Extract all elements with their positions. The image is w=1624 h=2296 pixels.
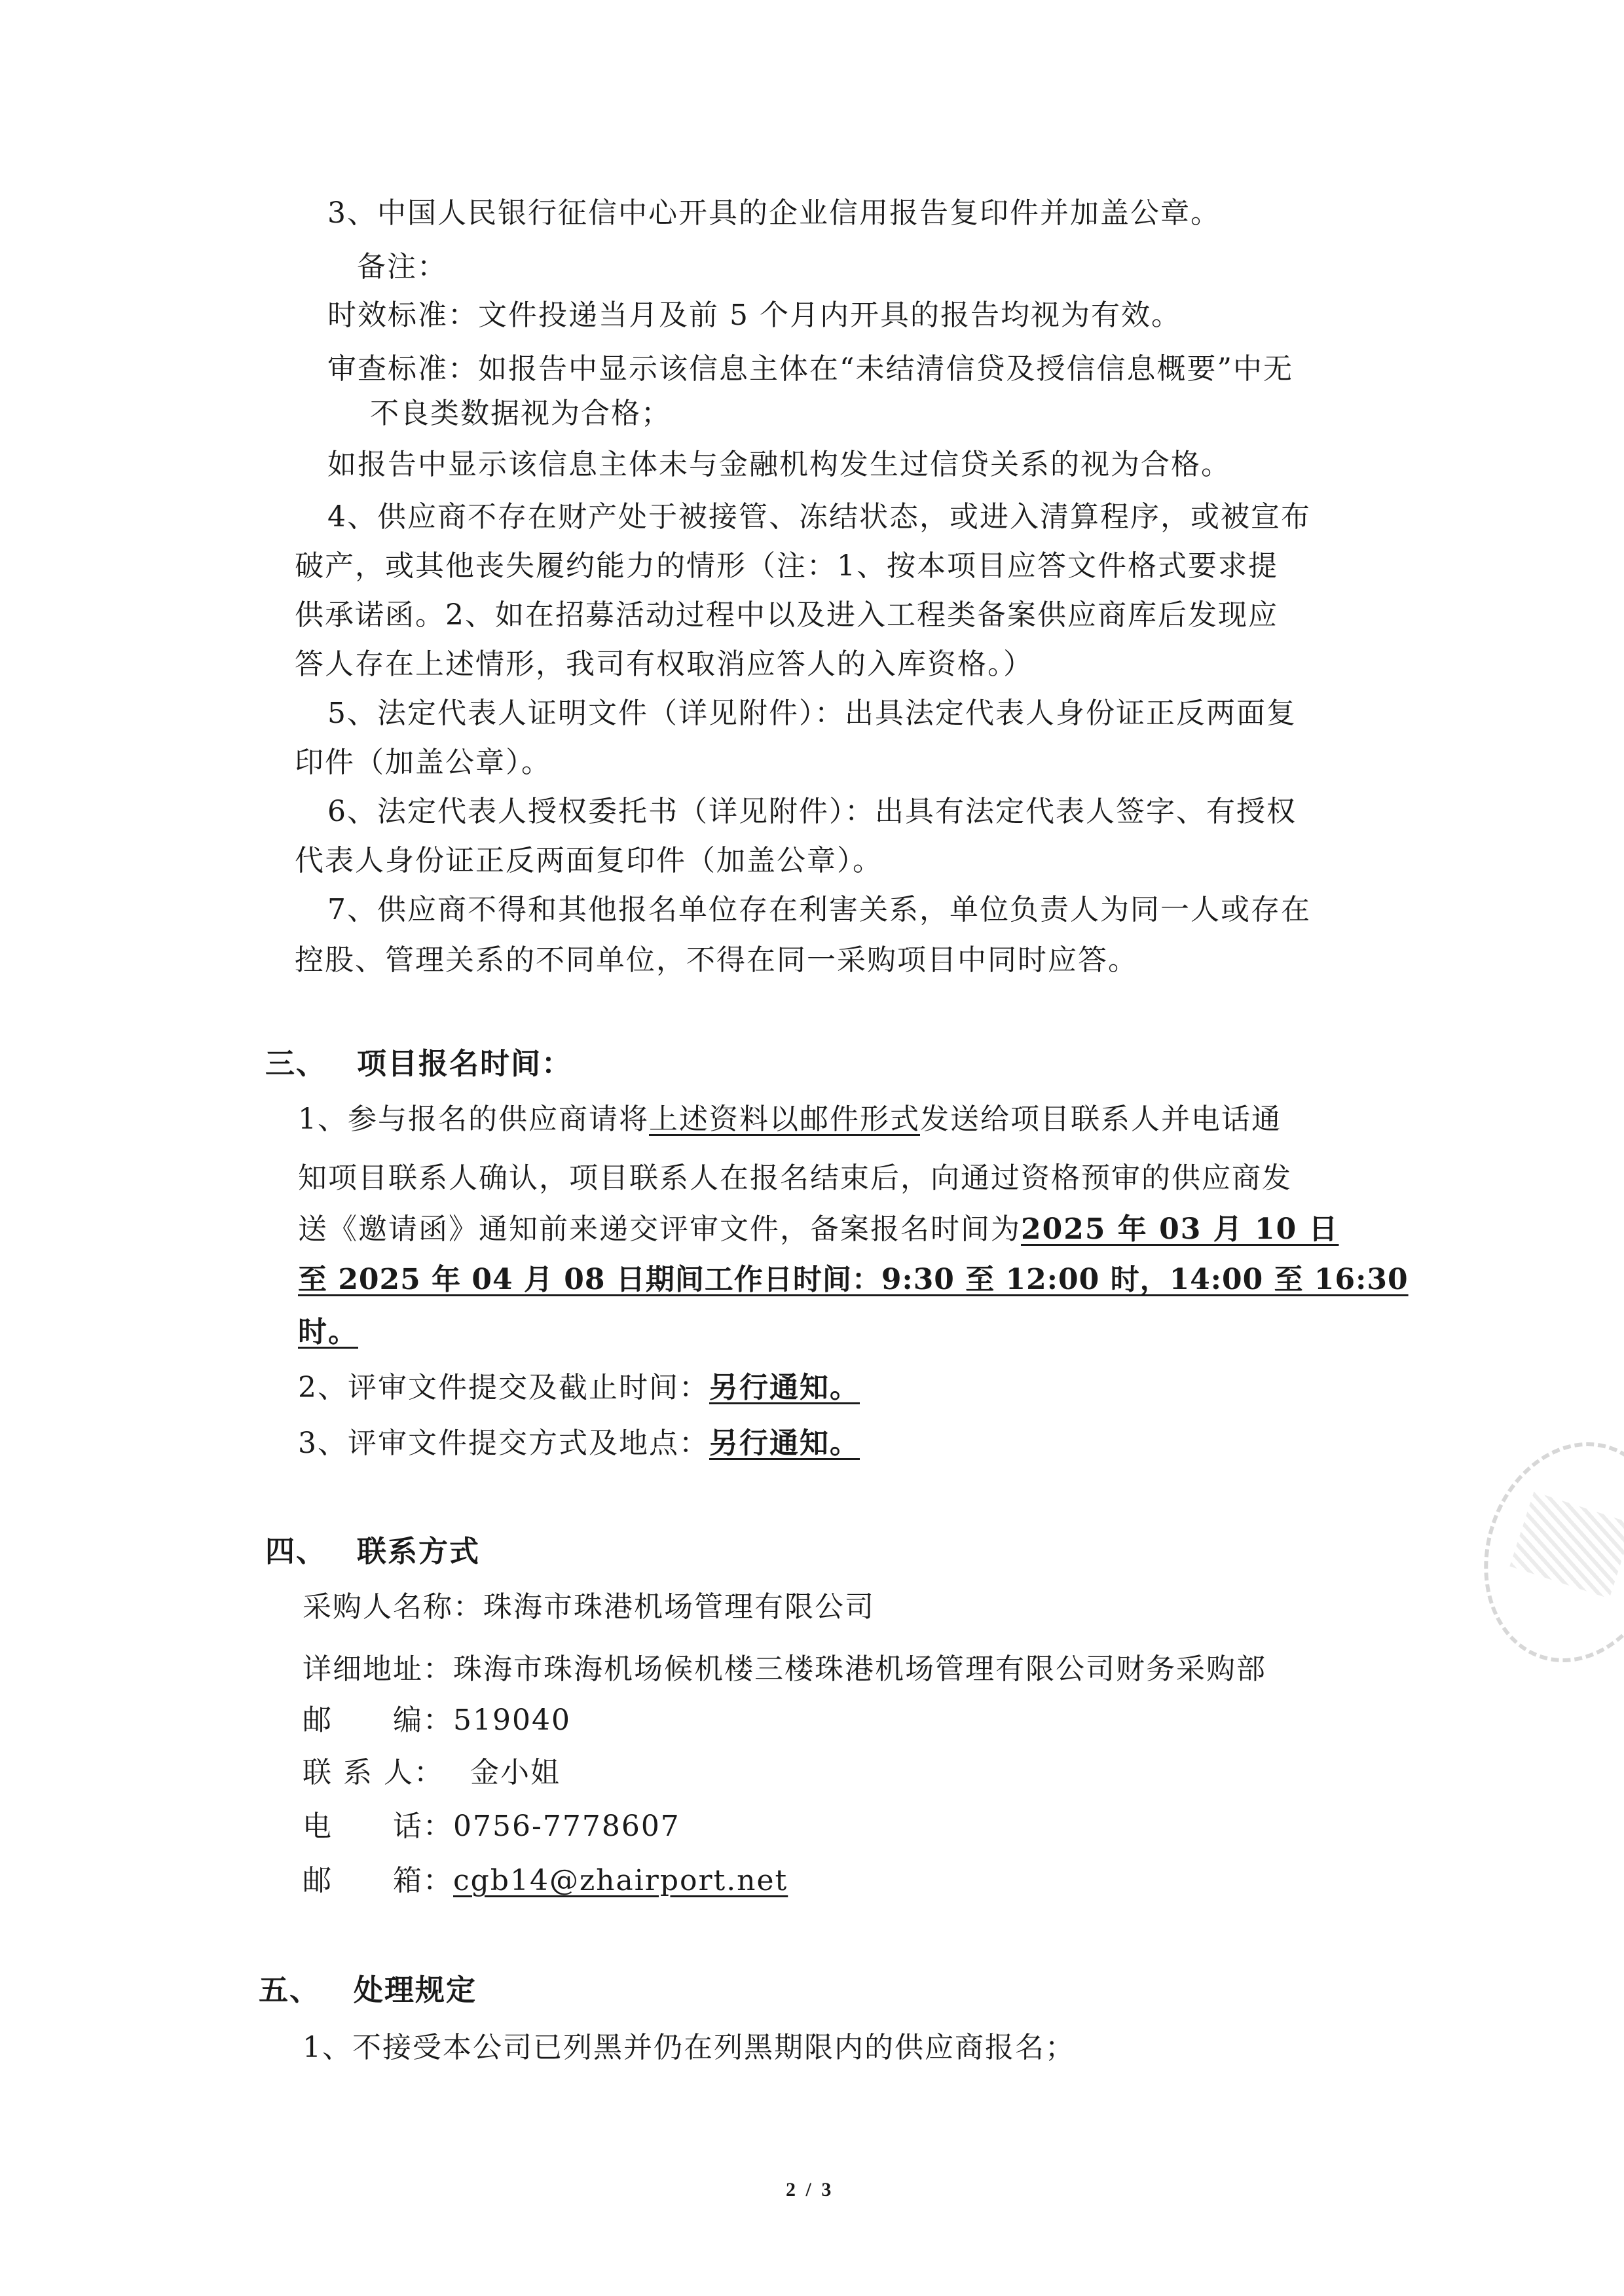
item-4-line-3: 供承诺函。2、如在招募活动过程中以及进入工程类备案供应商库后发现应 [295,598,1278,632]
email-link[interactable]: cgb14@zhairport.net [453,1864,788,1897]
section-3-item-1-line-3 [298,1210,1339,1249]
section-4-number: 四、 [265,1534,327,1569]
postcode-row [303,1701,571,1740]
postcode-label: 邮 编： [303,1704,453,1737]
item-3-label: 3、评审文件提交方式及地点： [298,1427,709,1460]
section-3-number: 三、 [265,1046,327,1081]
note-no-credit: 如报告中显示该信息主体未与金融机构发生过信贷关系的视为合格。 [327,448,1231,481]
section-5-heading: 处理规定 [354,1973,477,2007]
item-2-value: 另行通知。 [709,1371,860,1404]
registration-period: 至 2025 年 04 月 08 日期间工作日时间：9:30 至 12:00 时，14:00 至 16:30 [298,1263,1409,1296]
email-row [303,1861,788,1901]
item-1-text-b: 发送给项目联系人并电话通 [920,1102,1282,1136]
purchaser-name: 采购人名称：珠海市珠港机场管理有限公司 [303,1590,875,1624]
item-3-value: 另行通知。 [709,1427,860,1460]
item-3-credit-report: 3、中国人民银行征信中心开具的企业信用报告复印件并加盖公章。 [327,196,1221,230]
email-label: 邮 箱： [303,1864,453,1897]
section-3-heading: 项目报名时间： [357,1046,573,1081]
phone-value: 0756-7778607 [453,1810,680,1843]
item-7-line-1: 7、供应商不得和其他报名单位存在利害关系，单位负责人为同一人或存在 [327,893,1311,926]
note-validity: 时效标准：文件投递当月及前 5 个月内开具的报告均视为有效。 [327,299,1181,332]
item-4-line-1: 4、供应商不存在财产处于被接管、冻结状态，或进入清算程序，或被宣布 [327,500,1311,534]
section-5-number: 五、 [259,1973,321,2007]
section-3-item-1-line-2: 知项目联系人确认，项目联系人在报名结束后，向通过资格预审的供应商发 [298,1161,1292,1195]
section-3-item-2 [298,1368,860,1408]
purchaser-address: 详细地址：珠海市珠海机场候机楼三楼珠港机场管理有限公司财务采购部 [303,1652,1266,1686]
item-4-line-2: 破产，或其他丧失履约能力的情形（注：1、按本项目应答文件格式要求提 [295,549,1278,583]
phone-row [303,1807,680,1846]
item-1-email-form: 上述资料以邮件形式 [649,1102,920,1136]
item-5-line-1: 5、法定代表人证明文件（详见附件）：出具法定代表人身份证正反两面复 [327,697,1297,730]
section-3-item-1-line-1 [298,1100,1282,1139]
contact-value: 金小姐 [470,1756,561,1789]
contact-label: 联 系 人： [303,1756,444,1789]
page-number: 2 / 3 [786,2179,834,2200]
note-review-standard-cont: 不良类数据视为合格； [370,397,671,430]
registration-period-end: 时。 [298,1315,358,1349]
section-5-item-1: 1、不接受本公司已列黑并仍在列黑期限内的供应商报名； [303,2031,1075,2064]
item-1-line-3-text: 送《邀请函》通知前来递交评审文件，备案报名时间为 [298,1212,1021,1246]
item-4-line-4: 答人存在上述情形，我司有权取消应答人的入库资格。） [295,647,1033,681]
item-6-line-2: 代表人身份证正反两面复印件（加盖公章）。 [295,844,883,877]
note-label: 备注： [357,250,447,283]
postcode-value: 519040 [453,1704,571,1737]
note-review-standard: 审查标准：如报告中显示该信息主体在“未结清信贷及授信信息概要”中无 [327,352,1293,386]
section-3-item-3 [298,1424,860,1463]
item-2-label: 2、评审文件提交及截止时间： [298,1371,709,1404]
phone-label: 电 话： [303,1810,453,1843]
item-1-text-a: 1、参与报名的供应商请将 [298,1102,649,1136]
section-4-heading: 联系方式 [357,1534,481,1569]
item-7-line-2: 控股、管理关系的不同单位，不得在同一采购项目中同时应答。 [295,943,1138,977]
contact-row [303,1753,561,1793]
registration-start-date: 2025 年 03 月 10 日 [1021,1212,1339,1246]
item-6-line-1: 6、法定代表人授权委托书（详见附件）：出具有法定代表人签字、有授权 [327,795,1297,828]
item-5-line-2: 印件（加盖公章）。 [295,746,551,779]
